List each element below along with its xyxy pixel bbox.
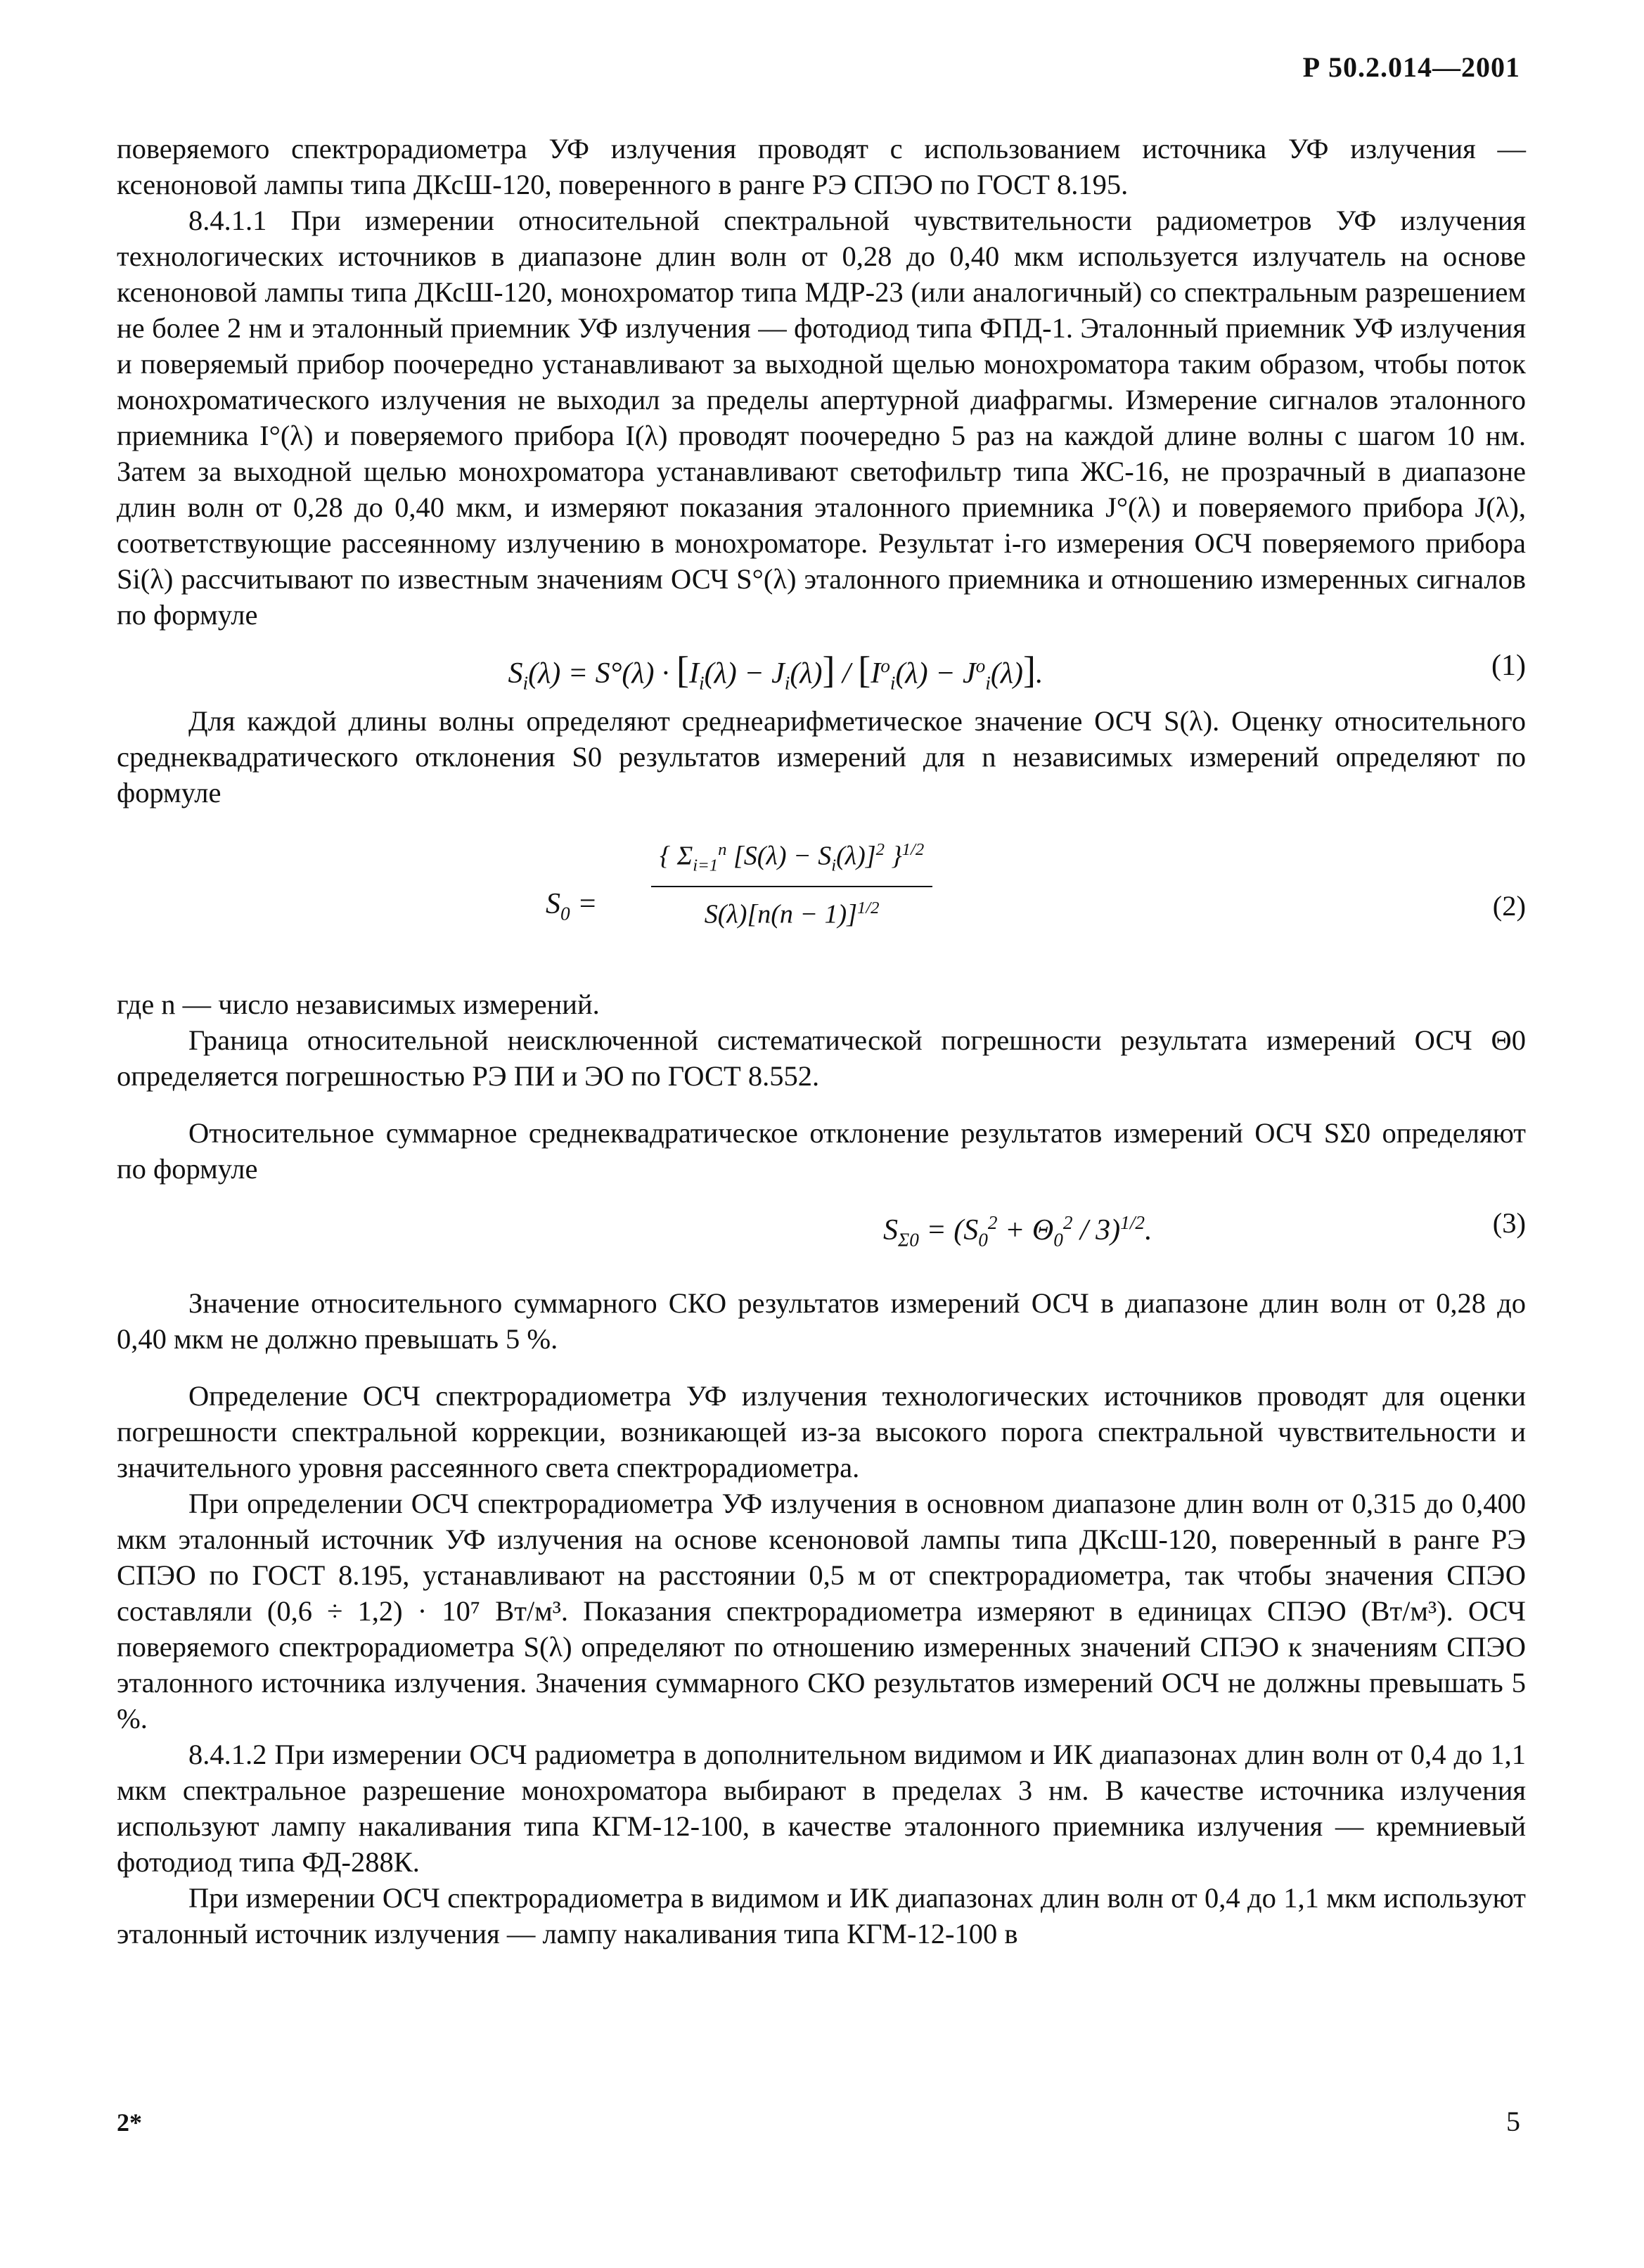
formula-number: (1): [1491, 650, 1526, 682]
formula-1: [117, 633, 1526, 703]
formula-2-fraction: $\frac{\{ \Sigma_{i=1}^n [S(\lambda) - S_i(\lambda)]^2 \}^{1/2}}{S(\lambda)[n(n - 1)]^{1/2}}$: [651, 832, 932, 933]
document-body: [117, 131, 1526, 1952]
paragraph: 8.4.1.1 При измерении относительной спектральной чувствительности радиометров УФ излучения технологических источников в диапазоне длин волн от 0,28 до 0,40 мкм используется излучатель на основе ксеноновой лампы типа ДКсШ-120, монохроматор типа МДР-23 (или аналогичный) со спектральным разрешением не более 2 нм и эталонный приемник УФ излучения — фотодиод типа ФПД-1. Эталонный приемник УФ излучения и поверяемый прибор поочередно устанавливают за выходной щелью монохроматора таким образом, чтобы поток монохроматического излучения не выходил за пределы апертурной диафрагмы. Измерение сигналов эталонного приемника I°(λ) и поверяемого прибора I(λ) проводят поочередно 5 раз на каждой длине волны с шагом 10 нм. Затем за выходной щелью монохроматора устанавливают светофильтр типа ЖС-16, не прозрачный в диапазоне длин волн от 0,28 до 0,40 мкм, и измеряют показания эталонного приемника J°(λ) и поверяемого прибора J(λ), соответствующие рассеянному излучению в монохроматоре. Результат i-го измерения ОСЧ поверяемого прибора Si(λ) рассчитывают по известным значениям ОСЧ S°(λ) эталонного приемника и отношению измеренных сигналов по формуле: [117, 205, 1526, 631]
signature-mark: 2*: [117, 2108, 142, 2137]
paragraph: Определение ОСЧ спектрорадиометра УФ излучения технологических источников проводят для оценки погрешности спектральной коррекции, возникающей из-за высокого порога спектральной чувствительности и значительного уровня рассеянного света спектрорадиометра.: [117, 1380, 1526, 1483]
formula-number: (3): [1492, 1207, 1526, 1239]
formula-3: [117, 1187, 1526, 1264]
paragraph: Относительное суммарное среднеквадратическое отклонение результатов измерений ОСЧ SΣ0 определяют по формуле: [117, 1117, 1526, 1185]
formula-2: [117, 811, 1526, 986]
formula-3-expression: $S_{\Sigma 0} = (S_0^2 + \Theta_0^2 / 3)^{1/2}$.: [883, 1212, 1152, 1251]
document-code: Р 50.2.014—2001: [1302, 51, 1520, 83]
formula-2-lhs: $S_0$ =: [546, 888, 598, 924]
page-number: 5: [1506, 2106, 1520, 2137]
paragraph: поверяемого спектрорадиометра УФ излучения проводят с использованием источника УФ излучения — ксеноновой лампы типа ДКсШ-120, поверенного в ранге РЭ СПЭО по ГОСТ 8.195.: [117, 133, 1526, 200]
paragraph: Для каждой длины волны определяют среднеарифметическое значение ОСЧ S(λ). Оценку относительного среднеквадратического отклонения S0 результатов измерений для n независимых измерений определяют по формуле: [117, 705, 1526, 808]
formula-number: (2): [1492, 890, 1526, 922]
paragraph: Значение относительного суммарного СКО результатов измерений ОСЧ в диапазоне длин волн от 0,28 до 0,40 мкм не должно превышать 5 %.: [117, 1287, 1526, 1355]
paragraph: Граница относительной неисключенной систематической погрешности результата измерений ОСЧ Θ0 определяется погрешностью РЭ ПИ и ЭО по ГОСТ 8.552.: [117, 1024, 1526, 1092]
paragraph: При определении ОСЧ спектрорадиометра УФ излучения в основном диапазоне длин волн от 0,315 до 0,400 мкм эталонный источник УФ излучения на основе ксеноновой лампы типа ДКсШ-120, поверенный в ранге РЭ СПЭО по ГОСТ 8.195, устанавливают на расстоянии 0,5 м от спектрорадиометра, так чтобы значения СПЭО составляли (0,6 ÷ 1,2) · 10⁷ Вт/м³. Показания спектрорадиометра измеряют в единицах СПЭО (Вт/м³). ОСЧ поверяемого спектрорадиометра S(λ) определяют по отношению измеренных значений СПЭО к значениям СПЭО эталонного источника излучения. Значения суммарного СКО результатов измерений ОСЧ не должны превышать 5 %.: [117, 1488, 1526, 1734]
paragraph: где n — число независимых измерений.: [117, 988, 600, 1020]
formula-1-expression: $S_i(\lambda) = S^\circ(\lambda) \cdot [I_i(\lambda) - J_i(\lambda)] / [I^o_i(\lambda) - J^o_i(\lambda)]$.: [508, 649, 1043, 694]
paragraph: При измерении ОСЧ спектрорадиометра в видимом и ИК диапазонах длин волн от 0,4 до 1,1 мкм используют эталонный источник излучения — лампу накаливания типа КГМ-12-100 в: [117, 1882, 1526, 1950]
paragraph: 8.4.1.2 При измерении ОСЧ радиометра в дополнительном видимом и ИК диапазонах длин волн от 0,4 до 1,1 мкм спектральное разрешение монохроматора выбирают в пределах 3 нм. В качестве источника излучения используют лампу накаливания типа КГМ-12-100, в качестве эталонного приемника излучения — кремниевый фотодиод типа ФД-288К.: [117, 1739, 1526, 1878]
